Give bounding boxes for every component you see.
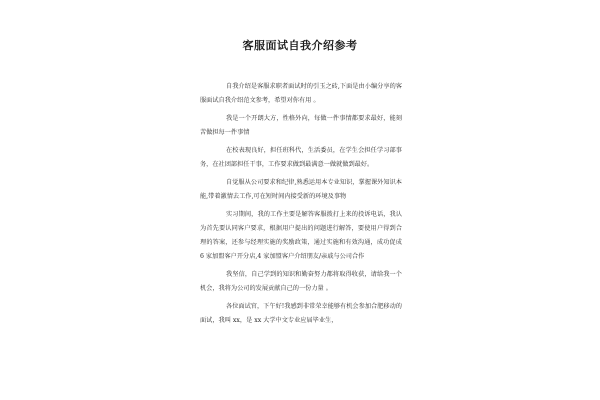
paragraph-intro: 自我介绍是客服求职者面试时的引玉之砖,下面是由小编分享的客服面试自我介绍范文参考，希望对你有用 。 — [200, 83, 402, 104]
paragraph-personality: 我是一个开朗大方，性格外向，每做一件事情都要求最好，能刻苦做担每一件事情 — [200, 115, 402, 136]
document-body — [200, 80, 402, 328]
document-title: 客服面试自我介绍参考 — [242, 39, 358, 52]
paragraph-school: 在校表现良好，担任班科代，生活委员，在学生会担任学习部事务，在社团部担任干事，工作要求做到最满意一做就做到最好。 — [200, 147, 402, 168]
paragraph-discipline: 自觉服从公司要求和纪律,熟悉运用本专业知识，掌握课外知识本能,带着激情去工作,可在短时间内接受新的环境及事物 — [200, 179, 402, 200]
paragraph-belief: 我坚信，自己学到的知识和勤奋努力都将取得收获，请给我一个机会，我将为公司的发展贡献自己的一份力量 。 — [200, 271, 402, 292]
paragraph-greeting: 各位面试官，下午好!我感到非常荣幸能够有机会参加合肥移动的面试，我叫 xx，是 xx 大学中文专业应届毕业生， — [200, 303, 402, 324]
paragraph-internship: 实习期间，我的工作主要是解答客服拨打上来的投诉电话，我认为首先要认同客户要求，根据用户提出的问题进行解答，要使用户得到合理的答案，还参与经理实施的奖励政策，通过实施和有效沟通，成功促成 6 家加盟客户开分店,4 家加盟客户介绍朋友/亲戚与公司合作 — [200, 211, 402, 260]
